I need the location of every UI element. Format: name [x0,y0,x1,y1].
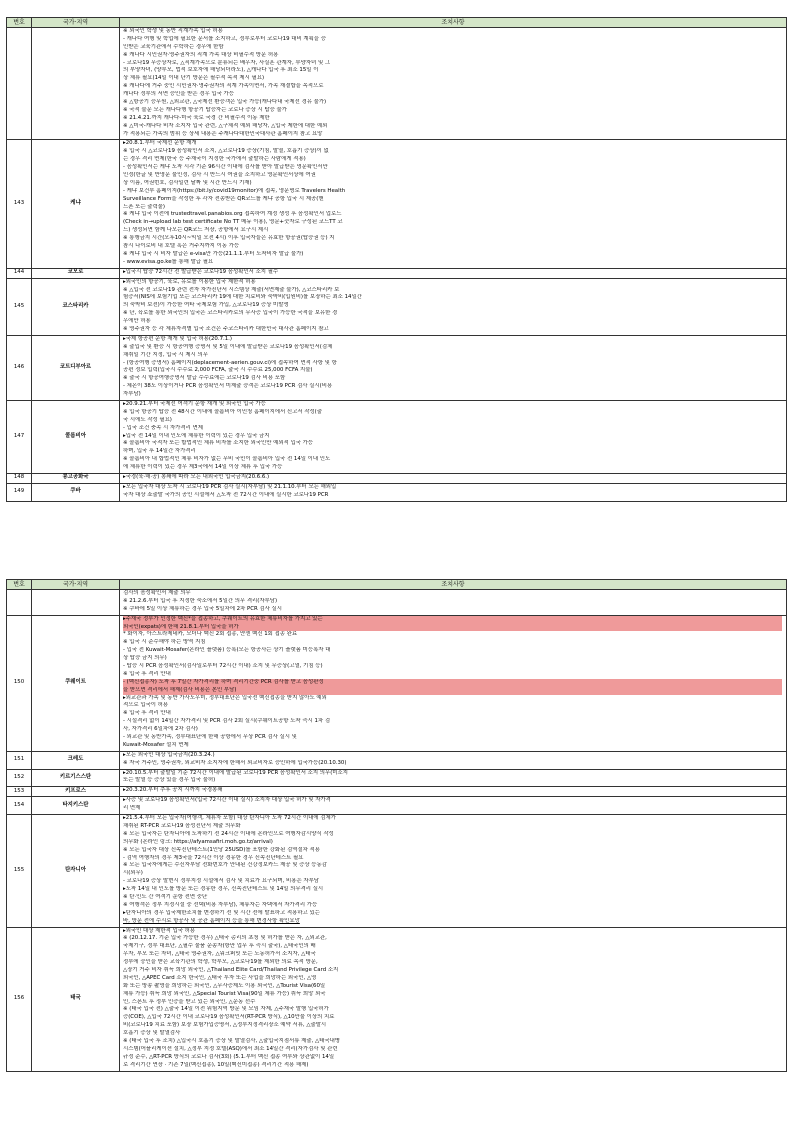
measures-cell [120,483,787,501]
measures-cell [120,278,787,335]
measure-line: ※ 여행객은 정부 지정시설 중 선택(비용 자부담), 체류자는 자택에서 자가격리 가능 [123,901,318,908]
measure-line: ▸21.5.4.부터 모든 입국자(여행객, 체류자 포함) 대상 탄자니아 도착 72시간 이내에 검체가 [123,815,336,822]
measure-line: 검사의 음성확인서 제출 의무 [123,590,191,596]
row-number: 145 [7,278,32,335]
measure-line: ▸국제 항공편 운항 재개 및 입국 허용(20.7.1.) [123,335,232,342]
table-row [7,751,787,769]
measure-line: - 탑승 시 PCR 음성확인서(검사일로부터 72시간 이내) 소지 및 무증상(고열, 기침 등) [123,663,323,670]
measure-line: 의 숙박비 보전)이 가능한 여타 국제보험 가입, △코로나19 증상 미발생 [123,302,289,309]
measure-line: 증(COE), △입국 72시간 이내 코로나19 음성확인서(RT-PCR 방식), △10만불 이상의 치료 [123,1014,335,1021]
measure-line: 에 체류한 이력이 있는 경우 제3국에서 14일 이상 체류 후 입국 가능 [123,464,283,471]
country-name: 키프로스 [32,787,120,797]
measure-line: ▸탄자니아의 경우 입국제한조치를 변경하기 전 및 시간 전에 발표하고 적용하고 있는 [123,909,320,916]
measures-cell [120,400,787,473]
measure-line: ※ 탄·인도 간 여객기 운항 전면 중단 [123,893,208,900]
measure-line: ※ 영주권자 등 각 체류자격별 입국 조건은 주코스타리카 대한민국 대사관 홈페이지 참고 [123,325,329,332]
measure-line: 는 경우 격리 면제(한국 등 주재국이 지정한 국가에서 출발하는 사람에게 적용) [123,156,306,163]
measures-cell [120,473,787,483]
measure-line: ※ △항공기 승무원, △외교관, △국제선 환승객은 입국 가능(캐나다내 국제선 경유 불가) [123,99,327,106]
measure-line: ▸주재국 정부가 인정한 백신*을 접종하고, 쿠웨이트의 유효한 체류비자를 가지고 있는 [123,616,782,624]
measure-line: 자부담) [123,391,141,398]
measure-line: 의 부양자녀, (양부모, 법적 보호자에 해당되더라도), △캐나다 입국 후 최소 15일 이 [123,67,319,74]
measure-line: 상 체류 필요(14일 이내 단기 방문은 필수적 목적 제시 필요) [123,75,265,82]
country-name: 케냐 [32,140,120,268]
table-row [7,473,787,483]
measure-line: - 음성확인서는 케냐 도착 시각 기준 96시간 이내에 검사를 받아 발급받은 영문확인서만 [123,164,328,171]
measure-line: 채취된 RT-PCR 코로나19 음성진단서 제출 의무화 [123,822,241,829]
row-number: 153 [7,787,32,797]
row-number: 148 [7,473,32,483]
measure-line: ▸모든 입국자 대상 도착 시 코로나19 PCR 검사 실시(자부담) 및 21.1.10.부터 모든 해외입 [123,483,337,490]
measure-line: 또는 발열 등 증상 있을 경우 입국 불허) [123,777,216,784]
row-number: 155 [7,815,32,927]
table-row [7,787,787,797]
measure-line: ※ 국적 불문 모든 캐나다행 항공기 탑승자는 코로나 증상 시 탑승 불가 [123,106,287,113]
table-page-2 [6,579,787,1072]
table-row [7,483,787,501]
measure-line: 인정(한글 및 반영문 불인정, 검사 시 반드시 여권을 소지하고 영문확인서상에 여권 [123,172,316,179]
header-country: 국가·지역 [32,580,120,590]
row-number: 149 [7,483,32,501]
measure-line: 비(코로나19 치료 포함) 보장 보험가입증명서, △정부지정격리장소 예약 서류, △출발시 [123,1022,327,1029]
measure-line: 외국인, △APEC Card 소지 한국인, △태국 투자 또는 사업을 희망하는 외국인, △영 [123,974,317,981]
country-name: 콜롬비아 [32,400,120,473]
header-number: 번호 [7,580,32,590]
measure-line: ※ 통행금지 시간(오후10시~익일 오전 4시) 이후 입국자들은 유효한 항공권(탑승권 등) 지 [123,235,335,242]
measure-line: ※ 케냐 입국 시 비자 발급은 e-visa만 가능(21.1.1.부터 도착비자 발급 불가) [123,250,304,257]
measure-line: ※ 모든 입국자에게는 수신자부담 전화번호가 안내된 건강정보카드 제공 및 증상 능동감 [123,862,327,869]
measure-line: - 시설격리 없이 14일간 자가격리 및 PCR 검사 2회 실시(쿠웨이트공항 도착 즉시 1차 검 [123,718,331,725]
row-number: 156 [7,927,32,1071]
measure-line: 험증서(NIS에 보험기업 또는 코스타리카 19에 대한 치료비와 숙박비(입원비)를 보장하는 최소 14일간 [123,294,362,301]
measures-cell [120,797,787,815]
measure-line: - (백신접종자) 도착 후 7일간 자가격리를 하며 격리기간중 PCR 검사를 받고 음성판정 [123,679,782,687]
measure-line: 우에만 허용 [123,318,151,325]
country-name: 크레도 [32,751,120,769]
measure-line: - 케냐 보건부 홈페이지(https://bit.ly/covid19monitor)에 접속, 영문명로 Travelers Health [123,187,346,194]
measure-line: - 입국 전 Kuwait-Mosafer(온라인 플랫폼) 등록(모든 항공사는 상기 플랫폼 미등록자 대 [123,647,331,654]
row-number: 147 [7,400,32,473]
country-name: 쿠웨이트 [32,615,120,751]
country-name [32,28,120,140]
measure-line: ※ 입국 시 △코로나19 음성확인서 소지, △코로나19 증상(기침, 발열, 호흡기 증상)이 없 [123,148,329,155]
measure-line: 규정 준수, △RT-PCR 방식의 코로나 검사(3회) (5.1.부터 백신 접종 여부와 상관없이 14일 [123,1053,335,1060]
country-name: 타지키스탄 [32,797,120,815]
measures-cell [120,927,787,1071]
measure-line: - 캐나다 여행 및 학업에 필요한 문서를 소지하고, 정부로부터 코로나19 대비 계획을 승 [123,35,326,42]
measure-line: 상 탑승 금지 의무) [123,655,167,662]
measure-line: - (항공여행 증명서) 홈페이지(deplacement-aerien.gouv.ci)에 접속하여 면적 사항 및 항 [123,359,337,366]
measure-line: ※ 캐나다에 거주 중인 시민권자·영주권자의 직계 가족이면서, 가족 재결합을 목적으로 [123,83,324,90]
country-name: 코스타리카 [32,278,120,335]
measure-line: - 외교관 및 동반가족, 정부대표단에 한해 공항에서 무상 PCR 검사 실시 및 [123,734,297,741]
header-content: 조치사항 [120,580,787,590]
measure-line: 로 격리기간 연장 · 기존 7일(백신접종), 10일(백신미접종) 격리기간 적용 해제) [123,1061,309,1068]
table-row [7,278,787,335]
measure-line: ▸20.8.1.부터 국제선 운항 재개 [123,140,197,147]
measure-line: ※ 쿠바에 5일 이상 체류하는 경우 입국 5일차에 2차 PCR 검사 실시 [123,605,282,612]
country-name: 키르기스스탄 [32,769,120,787]
measure-line: ▸국경(육·해·공) 봉쇄에 따라 모든 내외국인 입국금지(20.6.6.) [123,473,270,480]
measure-line: ※ 케냐 입국 이전에 trustedtravel.panabios.org 접속하여 계정 생성 후 음성확인서 업로드 [123,211,342,218]
country-name [32,590,120,616]
measure-line: 바, 방문 전에 수시로 항공사 및 공관 홈페이지 등을 통해 변경사항 확인요망 [123,917,300,924]
table-row [7,815,787,927]
measure-line: 하며, 입국 후 14일간 자가격리 [123,448,196,455]
measure-line: - 코로나19 증상 발현시 정부지정 시설에서 검사 및 치료가 요구되며, 비용은 자부담 [123,878,320,885]
measure-line: ▸입국시 탑승 72시간 전 발급받은 코로나19 음성확인서 소지 필수 [123,268,279,275]
measure-line: ▸입국 전 14일 이내 인도에 체류한 이력이 있는 경우 입국 금지 [123,432,270,439]
measure-line: ※ (태국 입국 후 조치) △입국시 호흡기 증상 및 발열검사, △출입국지점서류 제출, △태국내병 [123,1037,340,1044]
measure-line: ※ (태국 입국 전) △출국 14일 이전 위험지역 방문 및 모임 자제, △주재국 발행 입국허가 [123,1006,329,1013]
country-name: 쿠바 [32,483,120,501]
measure-line: 의무화 (온라인 링크: https://afyamsafiri.moh.go.tz/arrival) [123,838,273,845]
table-row [7,335,787,400]
table-row [7,268,787,278]
measure-line: ※ 콜롬비아 국적자 또는 합법적인 체류 비자를 소지한 외국인만 예외적 입국 가능 [123,440,314,447]
measure-line: ▸20.10.5.부터 출발일 기준 72시간 이내에 발급된 코로나19 PCR 음성확인서 소지 의무(미소지 [123,769,348,776]
measure-line: ※ 21.4.21.까지 캐나다-미국 육로 국경 간 비필수적 이동 제한 [123,114,270,121]
measure-line: 시(외무) [123,870,143,877]
table-row [7,400,787,473]
table-header-row [7,580,787,590]
measure-line: ※ 출입국 및 환승 시 항공여행 증명서 및 5일 이내에 발급받은 코로나19 음성확인서(검체 [123,343,333,350]
measure-line: ▸외교관과 가족 및 동반 가사도우미, 정부대표단은 입국전 백신접종을 받지 않아도 예외 [123,694,327,701]
measure-line: ※ (20.12.17. 기준 입국 가능한 경우) △태국 총리의 초청 및 허가를 받은 자, △외교관, [123,935,327,942]
row-number [7,590,32,616]
measure-line: ※ 입국 후 격리 안내 [123,710,171,717]
measure-line: 드) 생성되면 함께 나오는 QR코드 저장, 공항에서 요구시 제시 [123,227,269,234]
measure-line: ※ 입국 시 준수해야 하는 방역 지침 [123,639,206,646]
country-name: 코모로 [32,268,120,278]
measure-line: ▸20.3.20.부터 추후 공지 시까지 국경봉쇄 [123,787,223,794]
row-number [7,28,32,140]
measure-line: ※ 단, 육로를 통한 외국인의 입국은 코스타리카로의 무사증 입국이 가능한 국적을 보유한 경 [123,310,338,317]
measures-cell [120,815,787,927]
measures-cell [120,787,787,797]
measure-line: Surveillance Form을 작성한 후 각자 전송받은 QR코드를 케냐 공항 입국 시 제공(핸 [123,195,324,202]
measure-line: 국자 대상 쇼출발 국가의 공인 시설에서 △도착 전 72시간 이내에 실시한 코로나19 PCR [123,491,329,498]
measure-line: 인받은 교육기관에서 수학하는 경우에 한함 [123,43,224,50]
measure-line: 국제기구, 정부 대표단, △필수 물품 운송자(항만 업무 후 즉시 출국), △태국인의 배 [123,943,316,950]
measures-cell [120,751,787,769]
measure-line: ▸도착 14일 내 인도를 방문 또는 경유한 경우, 신속진단테스트 및 14일 의무격리 실시 [123,886,324,893]
measure-line: 리 면제 [123,805,141,812]
measure-line: ※ △미국-캐나다 비자 소지자 입국 관련, △구체적 예외 해당자, △입국 제한에 대한 예외 [123,122,328,129]
measures-cell [120,28,787,140]
measure-line: 드폰 또는 출력물) [123,203,165,210]
measure-line: 사, 자가격리 6일차에 2차 검사) [123,726,198,733]
measure-line: (Check in→upload lab test certificate No TT 메뉴 이용), 영문+숫자로 구성된 코드TT 코 [123,219,343,226]
measure-line: ▸사증 및 코로나19 음성확인서(입국 72시간 이내 실시) 소지자 대상 입국 허가 및 자가격 [123,797,331,804]
table-row [7,769,787,787]
measure-line: 상 이름, 여권번호, 검사일련 날짜 및 시간 반드시 기재) [123,179,252,186]
measure-line: ※ 외국인 학생 및 동반 직계가족 입국 허용 [123,28,223,34]
measure-line: Kuwait-Mosafer 설치 면제 [123,741,189,748]
row-number: 146 [7,335,32,400]
measures-cell [120,268,787,278]
measure-line: ▸20.9.21.부터 국제선 여객기 운항 재개 및 외국인 입국 가능 [123,400,266,407]
measure-line: - 체온이 38도 이상이거나 PCR 음성확인서 미제출 승객은 코로나19 PCR 검사 실시(비용 [123,383,333,390]
table-row [7,590,787,616]
header-content: 조치사항 [120,18,787,28]
country-name: 태국 [32,927,120,1071]
measure-line: 정부에 승인을 받은 교육기관의 학생, 학부모, △코로나19를 제외한 의료 목적 방문, [123,959,318,966]
measure-line: ※ 모든 입국자 대상 신속진단테스트(1인당 25USD)를 포함한 강화된 검역절차 적용 [123,846,320,853]
measure-line: 참시 나이로비 내 호텔 혹은 거주지까지 이동 가능 [123,243,240,250]
measure-line: ※ 21.2.6.부터 입국 후 지정한 숙소에서 5일간 의무 격리(자부담) [123,597,278,604]
measure-line: 공편 정보 입력(입국시 수수료 2,000 FCFA, 출국 시 수수료 25,000 FCFA 지불) [123,367,313,374]
table-row [7,28,787,140]
measure-line: ※ 콜롬비아 내 합법적인 체류 비자가 없는 무비 국민이 콜롬비아 입국 전 14일 이내 인도 [123,456,331,463]
country-name: 코트디부아르 [32,335,120,400]
measure-line: - 검역 여행자의 경우 제3국을 72시간 이상 경유한 경우 신속진단테스트 필요 [123,854,304,861]
measure-line: 우자, 부모 또는 자녀, △태국 영주권자, △워크퍼밋 또는 노동허가서 소지자, △태국 [123,951,316,958]
measure-line: 호흡기 증상 및 발열검사 [123,1030,181,1037]
measure-line: ※ 입국 항공기 탑승 전 48시간 이내에 콜롬비아 이민청 홈페이지에서 신고서 작성(출 [123,408,322,415]
measure-line: 시스템(어플리케이션 설치, △정부 지정 호텔(ASQ)에서 최소 14일간 격리(자가검사 및 관련 [123,1045,338,1052]
table-row [7,615,787,751]
row-number: 154 [7,797,32,815]
measure-line: - 코로나19 무증상자로, △직계가족으로 분류되는 배우자, 사실혼 관계자, 부양자녀 및 그 [123,59,331,66]
measure-line: 인, 스폰트 후 정부 인증을 받고 있는 외국인, △운동 선수 [123,998,256,1005]
measure-line: * 화이자, 아스트라제네카, 모더나 백신 2회 접종, 얀센 백신 1회 접종 완료 [123,631,298,638]
table-row [7,927,787,1071]
measure-line: 체류 가능) 취득 희망 외국인, △Special Tourist Visa(90일 체류 가능) 취득 희망 외국 [123,990,326,997]
table-page-1 [6,17,787,502]
measure-line: 화 또는 방송 촬영을 희망하는 외국인, △무사증제도 이용 외국인, △Tourist Visa(60일 [123,982,326,989]
measure-line: ※ 자국 거주민, 영주권자, 외교비자 소지자에 한해서 외교비자로 승인하에 입국가능(20.10.30) [123,759,347,766]
country-name: 탄자니아 [32,815,120,927]
measure-line: 가 적용되는 가족의 범위 등 상세 내용은 주캐나다대한민국대사관 홈페이지 참고 요망 [123,130,323,137]
measure-line: ※ 입국 후 격리 안내 [123,670,171,677]
table-row [7,797,787,815]
measures-cell [120,335,787,400]
measures-cell [120,140,787,268]
row-number: 150 [7,615,32,751]
row-number: 151 [7,751,32,769]
measure-line: - www.evisa.go.ke를 통해 발급 필요 [123,258,214,265]
row-number: 152 [7,769,32,787]
measure-line: 을 받으면 격리에서 해제(검사 비용은 본인 부담) [123,687,782,695]
measure-line: 외국인(expats)에 한해 21.8.1.부터 입국을 허가 [123,624,782,632]
measure-line: - 입국 조건 충족 시 자가격리 면제 [123,424,203,431]
row-number: 143 [7,140,32,268]
measures-cell [120,769,787,787]
measure-line: ※ 출국 시 항공여행증명서 발급 수수료에는 코로나19 검사 비용 포함 [123,375,286,382]
measures-cell [120,590,787,616]
measures-cell [120,615,787,751]
measure-line: 캐나다 정부의 서면 승인을 받은 경우 입국 가능 [123,91,234,98]
measure-line: ▸외국인의 항공기, 육로, 유로를 이용한 입국 제한적 허용 [123,278,256,285]
table-row [7,140,787,268]
measure-line: ▸외국인 대상 제한적 입국 허용 [123,927,196,934]
measure-line: ※ △입국 전 코로나19 관련 전자 자가진단서 시스템상 제출(서면제출 불가), △코스타리카 보 [123,286,340,293]
measure-line: ※ 캐나다 시민권자·영주권자의 직계 가족 대상 비필수적 방문 허용 [123,51,279,58]
measure-line: 국 시에도 작성 필요) [123,416,172,423]
measure-line: 채취일 기간 지정, 입국 시 제시 의무 [123,351,208,358]
header-number: 번호 [7,18,32,28]
measure-line: △장기 거주 비자 취득 희망 외국인, △Thailand Elite Card/Thailand Privilege Card 소지 [123,966,339,973]
measure-line: 적으로 입국이 허용 [123,702,169,709]
country-name: 콩고공화국 [32,473,120,483]
measure-line: ▸모든 외국인 대상 입국금지(20.3.24.) [123,751,215,758]
header-country: 국가·지역 [32,18,120,28]
table-header-row [7,18,787,28]
measure-line: ※ 모든 입국자는 탄자니아에 도착하기 전 24시간 이내에 온라인으로 여행자감시양식 작성 [123,830,334,837]
row-number: 144 [7,268,32,278]
